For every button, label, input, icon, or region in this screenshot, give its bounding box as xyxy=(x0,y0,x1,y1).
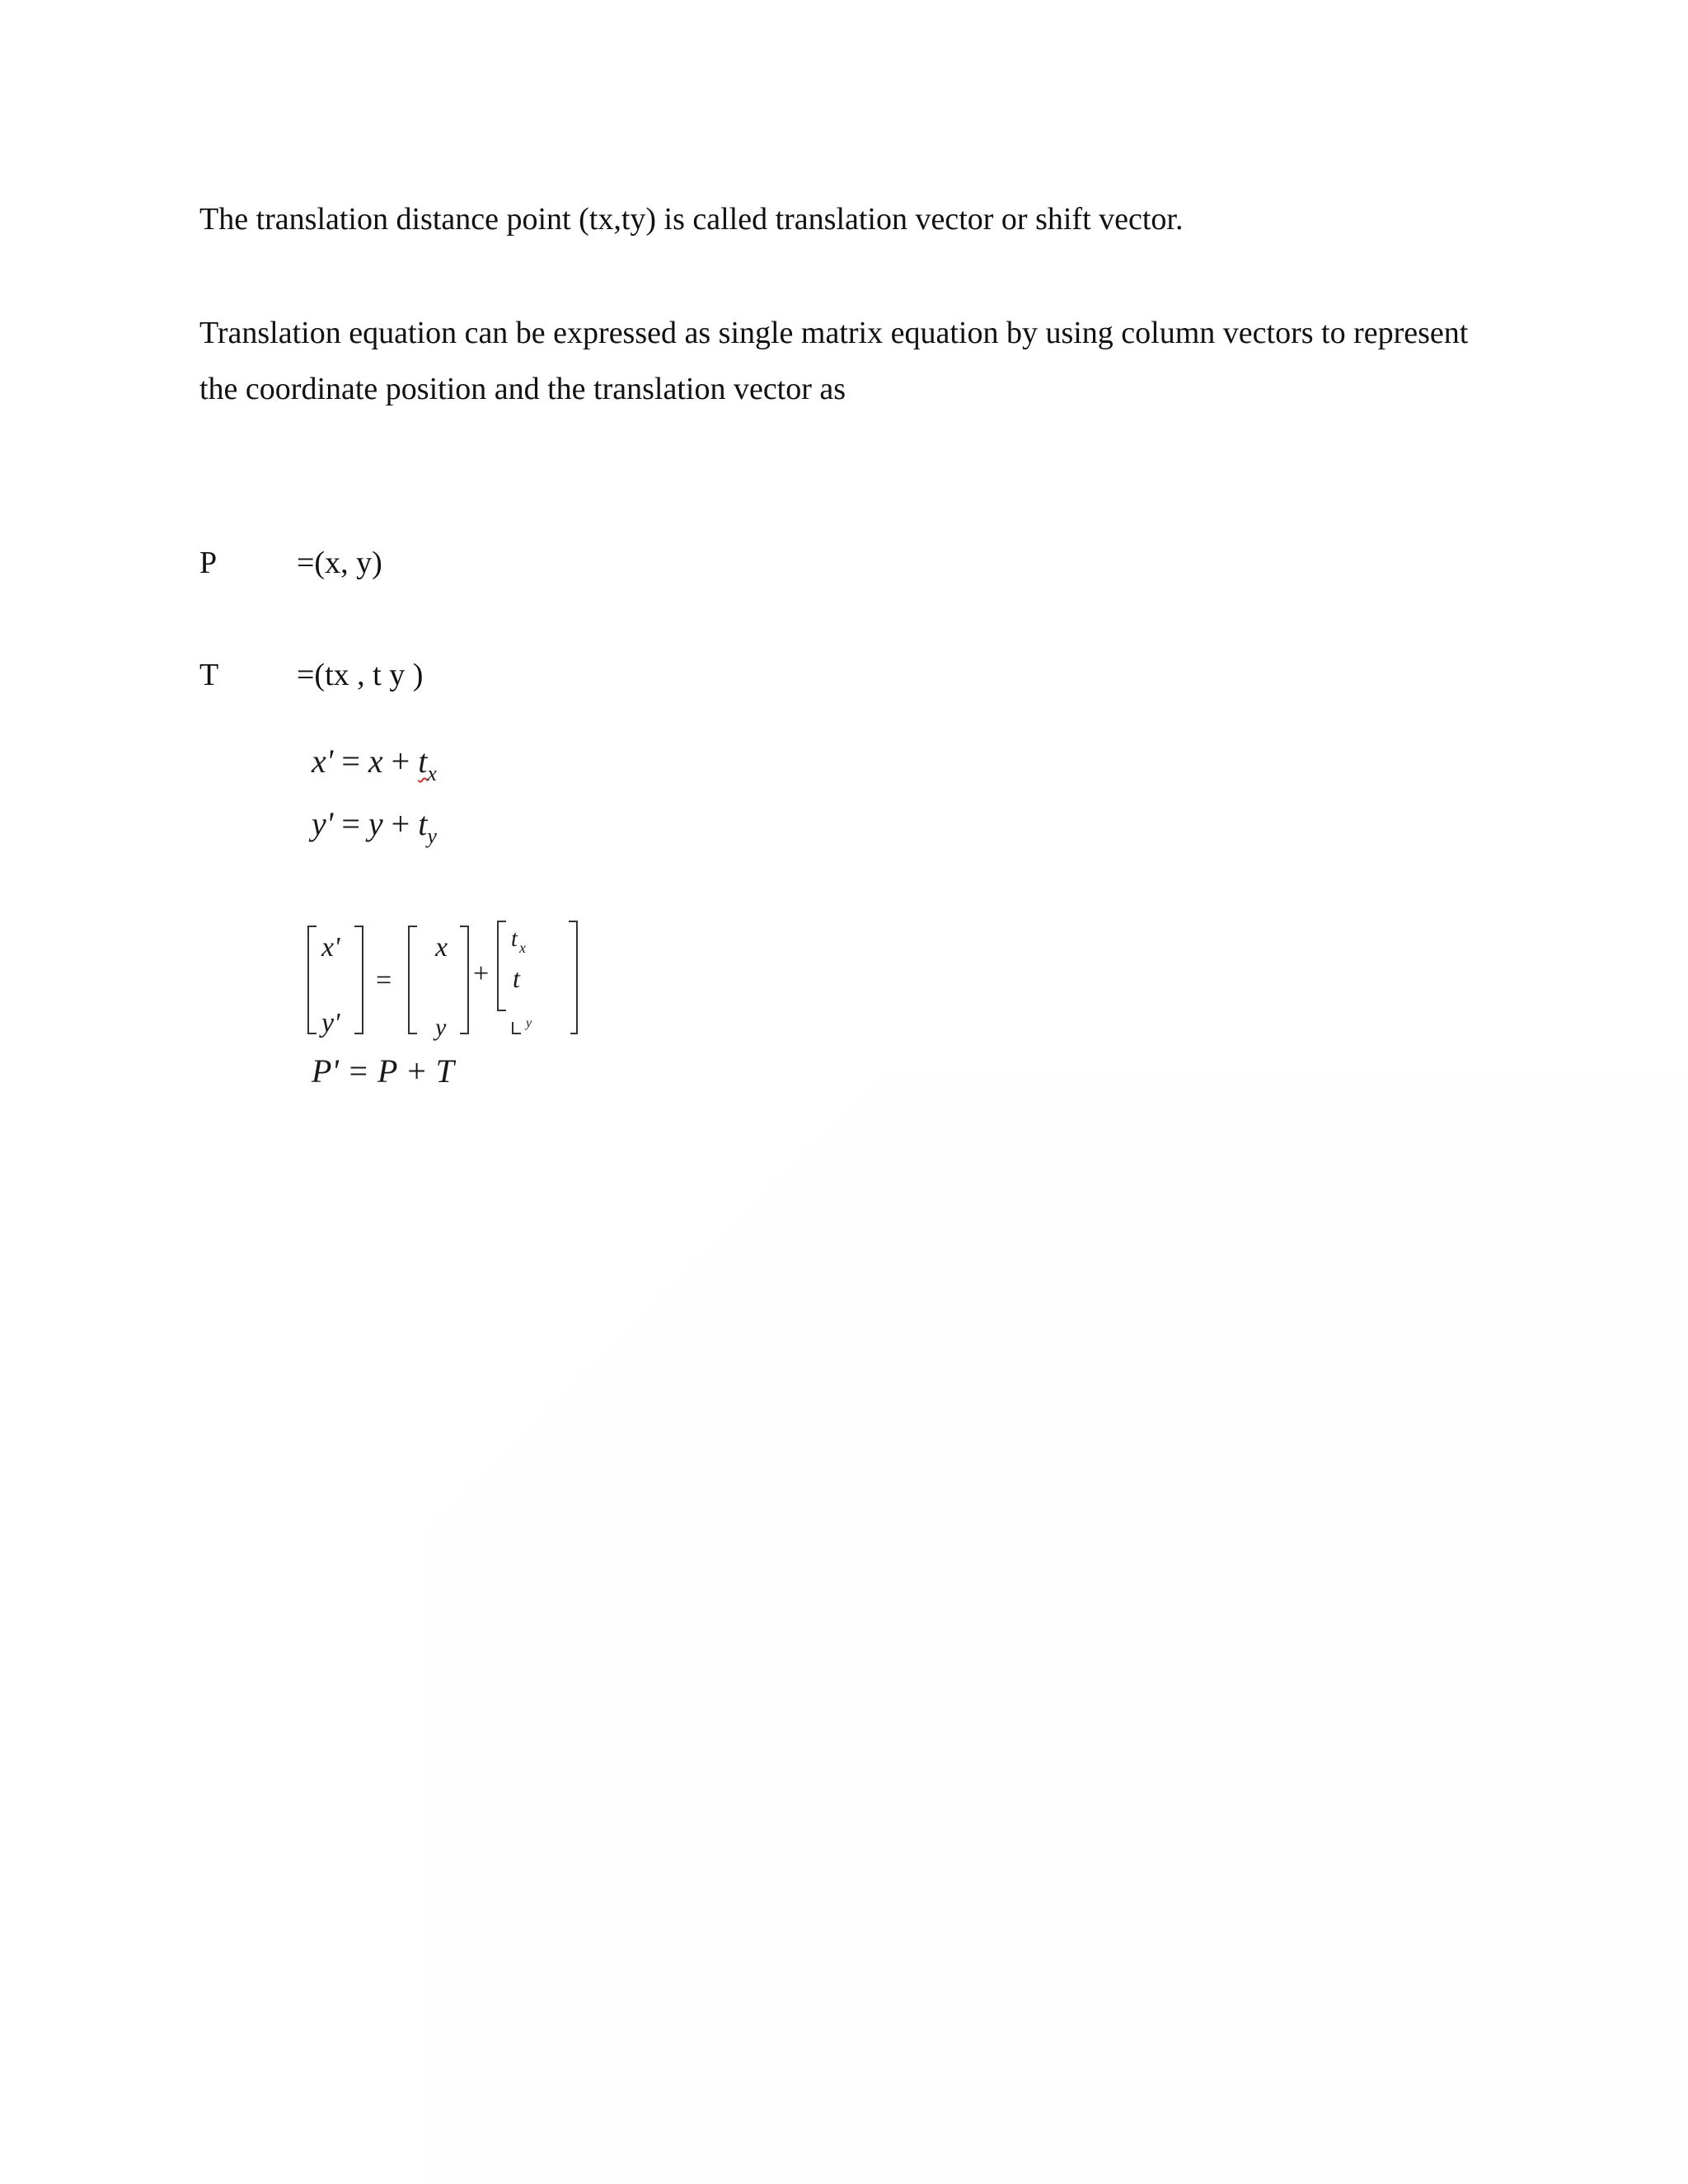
eq1-a: x xyxy=(368,743,383,780)
eq1-b-sub: x xyxy=(427,762,437,785)
eq1-tx xyxy=(418,743,437,785)
matrix-equation xyxy=(305,918,585,1050)
page-background xyxy=(429,1071,1688,2184)
matrix-right-top-sub: x xyxy=(519,940,526,956)
eq2-a: y xyxy=(368,805,383,842)
matrix-right-brackets xyxy=(498,921,577,1033)
paragraph-matrix-equation: Translation equation can be expressed as single matrix equation by using column vectors to represent the coordinate position and the translation vector as xyxy=(199,316,1469,406)
definition-p-label: P xyxy=(199,546,218,580)
eq2-plus: + xyxy=(391,805,410,842)
equation-p-prime: P' = P + T xyxy=(312,1052,454,1090)
eq1-equals: = xyxy=(341,743,360,780)
equation-x-translation xyxy=(312,742,437,785)
matrix-mid-bottom: y xyxy=(435,1014,447,1041)
definition-t-value: =(tx , t y ) xyxy=(297,658,424,692)
eq2-equals: = xyxy=(341,805,360,842)
eq1-plus: + xyxy=(391,743,410,780)
matrix-right-mid: t xyxy=(513,963,520,993)
eq2-b: t xyxy=(418,805,428,842)
definition-p-value: =(x, y) xyxy=(297,546,382,580)
definition-t-label: T xyxy=(199,658,219,692)
equation-y-translation xyxy=(312,804,437,848)
matrix-right-bottom-sub: y xyxy=(526,1016,532,1030)
matrix-right-top: t xyxy=(511,926,518,952)
matrix-equals: = xyxy=(376,965,392,996)
eq2-lhs: y' xyxy=(312,805,334,842)
eq2-b-sub: y xyxy=(427,824,437,848)
eq1-b: t xyxy=(418,743,428,780)
matrix-left-top: x' xyxy=(321,932,340,963)
eq1-lhs: x' xyxy=(312,743,334,780)
paragraph-translation-vector: The translation distance point (tx,ty) is called translation vector or shift vector. xyxy=(199,202,1184,237)
matrix-plus: + xyxy=(473,958,490,989)
matrix-left-bottom: y' xyxy=(321,1008,340,1038)
matrix-mid-top: x xyxy=(435,932,448,963)
